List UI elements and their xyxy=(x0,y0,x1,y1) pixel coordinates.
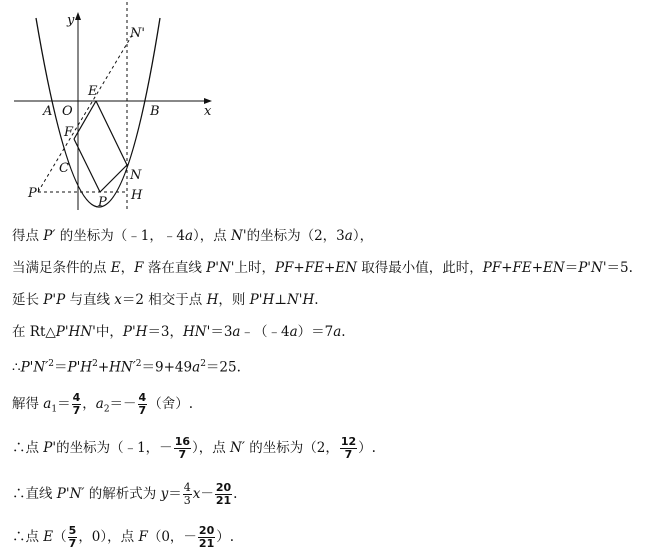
exponent: 2 xyxy=(92,359,98,369)
text: ＝－ xyxy=(109,396,137,412)
label-c: C xyxy=(59,161,69,176)
fraction xyxy=(174,436,191,461)
math-var: H xyxy=(206,292,219,308)
text: ∴直线 xyxy=(12,486,57,502)
denominator: 21 xyxy=(198,537,215,550)
math-var: a xyxy=(344,228,353,244)
exponent: 2 xyxy=(135,359,142,369)
math-var: P'N' xyxy=(206,260,235,276)
text: 当满足条件的点 xyxy=(12,260,111,276)
text: 的坐标为（2， xyxy=(244,440,339,456)
math-var: N'H xyxy=(286,292,315,308)
text: （舍）. xyxy=(148,396,193,412)
subscript: 2 xyxy=(103,404,110,415)
denominator: 3 xyxy=(183,494,191,507)
text: ）＝7 xyxy=(297,324,334,340)
math-var: a xyxy=(43,396,52,412)
denominator: 7 xyxy=(344,448,353,461)
text: + xyxy=(97,359,110,376)
text: 与直线 xyxy=(65,292,115,308)
text: ， xyxy=(82,396,96,412)
text: . xyxy=(314,292,319,308)
text: 取得最小值，此时， xyxy=(356,260,483,276)
math-var: P'P xyxy=(43,292,66,308)
text: 中， xyxy=(95,324,123,340)
segment-en xyxy=(96,101,127,165)
text: （0，－ xyxy=(147,529,197,545)
parabola xyxy=(36,18,160,207)
label-p: P xyxy=(98,195,107,210)
math-var: P'N' xyxy=(578,260,607,276)
text: ＝3， xyxy=(147,324,184,340)
numerator: 5 xyxy=(68,524,77,537)
text: ∴点 xyxy=(12,529,44,545)
text: ＝3 xyxy=(210,324,233,340)
fraction xyxy=(138,392,148,417)
text: ∴点 xyxy=(12,440,44,456)
label-n: N xyxy=(130,168,142,183)
geometry-figure xyxy=(0,0,230,215)
text: ＝5. xyxy=(606,260,633,276)
math-var: F xyxy=(138,529,148,545)
math-var: HN′ xyxy=(109,359,136,376)
text: . xyxy=(233,486,238,502)
text: ，0），点 xyxy=(78,529,139,545)
math-var: a xyxy=(95,396,104,412)
text: . xyxy=(341,324,346,340)
text: + xyxy=(293,260,305,276)
math-var: E xyxy=(43,529,54,545)
math-var: P'H xyxy=(249,292,275,308)
fraction xyxy=(68,525,78,550)
numerator: 4 xyxy=(72,391,81,404)
text: 上时， xyxy=(234,260,275,276)
label-e: E xyxy=(88,84,98,99)
math-var: FE xyxy=(512,260,532,276)
text: ＝25. xyxy=(205,359,241,376)
math-var: P'HN' xyxy=(55,324,96,340)
math-var: P'H xyxy=(122,324,148,340)
text: 在 Rt△ xyxy=(12,324,56,340)
math-var: P′ xyxy=(43,228,56,244)
math-var: N′ xyxy=(230,440,245,456)
math-var: F xyxy=(134,260,144,276)
math-var: a xyxy=(192,359,201,376)
parabola-diagram xyxy=(0,0,230,215)
fraction xyxy=(215,482,232,507)
numerator: 20 xyxy=(198,524,215,537)
text: ＝ xyxy=(57,396,71,412)
math-var: PF xyxy=(274,260,294,276)
fraction xyxy=(72,392,82,417)
text: 得点 xyxy=(12,228,44,244)
text: ）. xyxy=(216,529,235,545)
math-var: x xyxy=(114,292,122,308)
text: + xyxy=(323,260,336,276)
numerator: 16 xyxy=(174,435,190,448)
math-var: EN xyxy=(335,260,357,276)
text-line-5 xyxy=(12,354,241,378)
text-line-7 xyxy=(12,436,376,461)
text-line-3 xyxy=(12,290,319,310)
denominator: 7 xyxy=(138,404,147,417)
subscript: 1 xyxy=(51,404,58,415)
math-var: a xyxy=(184,228,193,244)
text: ＝2 相交于点 xyxy=(121,292,207,308)
text: 的坐标为（﹣1，－ xyxy=(56,440,173,456)
label-b: B xyxy=(150,104,160,119)
numerator: 4 xyxy=(183,481,191,494)
label-o: O xyxy=(62,104,73,119)
text-line-8 xyxy=(12,482,237,507)
text: － xyxy=(200,486,214,502)
math-var: N' xyxy=(231,228,247,244)
text: 延长 xyxy=(12,292,44,308)
y-axis-arrow xyxy=(75,12,81,20)
text: ＝ xyxy=(54,359,68,376)
label-pprime: P' xyxy=(28,186,41,201)
text: ）， xyxy=(352,228,374,244)
text: ＝9+49 xyxy=(141,359,193,376)
denominator: 7 xyxy=(72,404,81,417)
text: + xyxy=(531,260,544,276)
text: ∴ xyxy=(12,359,21,376)
fraction xyxy=(340,436,357,461)
text: 的坐标为（﹣1，﹣4 xyxy=(55,228,185,244)
math-var: PF xyxy=(482,260,502,276)
text: ﹣（﹣4 xyxy=(240,324,290,340)
fraction xyxy=(183,482,192,507)
text-line-6 xyxy=(12,392,193,420)
math-var: a xyxy=(333,324,342,340)
label-f: F xyxy=(64,125,74,140)
text-line-1 xyxy=(12,226,373,246)
math-var: E xyxy=(110,260,121,276)
text: ⊥ xyxy=(274,292,287,308)
line-pprime-nprime xyxy=(38,32,134,192)
text: ＝ xyxy=(564,260,579,276)
denominator: 21 xyxy=(215,494,232,507)
text-line-4 xyxy=(12,322,346,342)
denominator: 7 xyxy=(68,537,77,550)
text: ）. xyxy=(358,440,376,456)
segment-fe xyxy=(74,101,96,139)
math-var: P'H xyxy=(67,359,93,376)
math-var: a xyxy=(289,324,298,340)
text: （ xyxy=(53,529,67,545)
numerator: 12 xyxy=(340,435,357,448)
text: ，则 xyxy=(218,292,250,308)
text: 的解析式为 xyxy=(84,486,161,502)
text-line-2 xyxy=(12,258,633,278)
label-y: y xyxy=(67,13,75,28)
math-var: P'N′ xyxy=(20,359,49,376)
fraction xyxy=(198,525,215,550)
math-var: HN' xyxy=(183,324,211,340)
exponent: 2 xyxy=(200,359,206,369)
numerator: 4 xyxy=(138,391,147,404)
numerator: 20 xyxy=(215,481,232,494)
math-var: x xyxy=(192,486,201,502)
label-a: A xyxy=(43,104,53,119)
text: ），点 xyxy=(193,228,232,244)
math-var: P' xyxy=(43,440,57,456)
text: 的坐标为（2，3 xyxy=(246,228,345,244)
math-var: FE xyxy=(304,260,324,276)
math-var: a xyxy=(232,324,241,340)
text: + xyxy=(501,260,513,276)
denominator: 7 xyxy=(178,448,187,461)
label-x: x xyxy=(204,104,212,119)
math-var: y xyxy=(160,486,169,502)
text: ， xyxy=(120,260,135,276)
text: ），点 xyxy=(192,440,231,456)
label-nprime: N' xyxy=(130,26,145,41)
label-h: H xyxy=(131,188,143,203)
text: ＝ xyxy=(168,486,182,502)
math-var: EN xyxy=(543,260,565,276)
math-var: P'N′ xyxy=(56,486,85,502)
text-line-9 xyxy=(12,525,234,550)
exponent: 2 xyxy=(48,359,55,369)
text: 解得 xyxy=(12,396,44,412)
text: 落在直线 xyxy=(143,260,207,276)
